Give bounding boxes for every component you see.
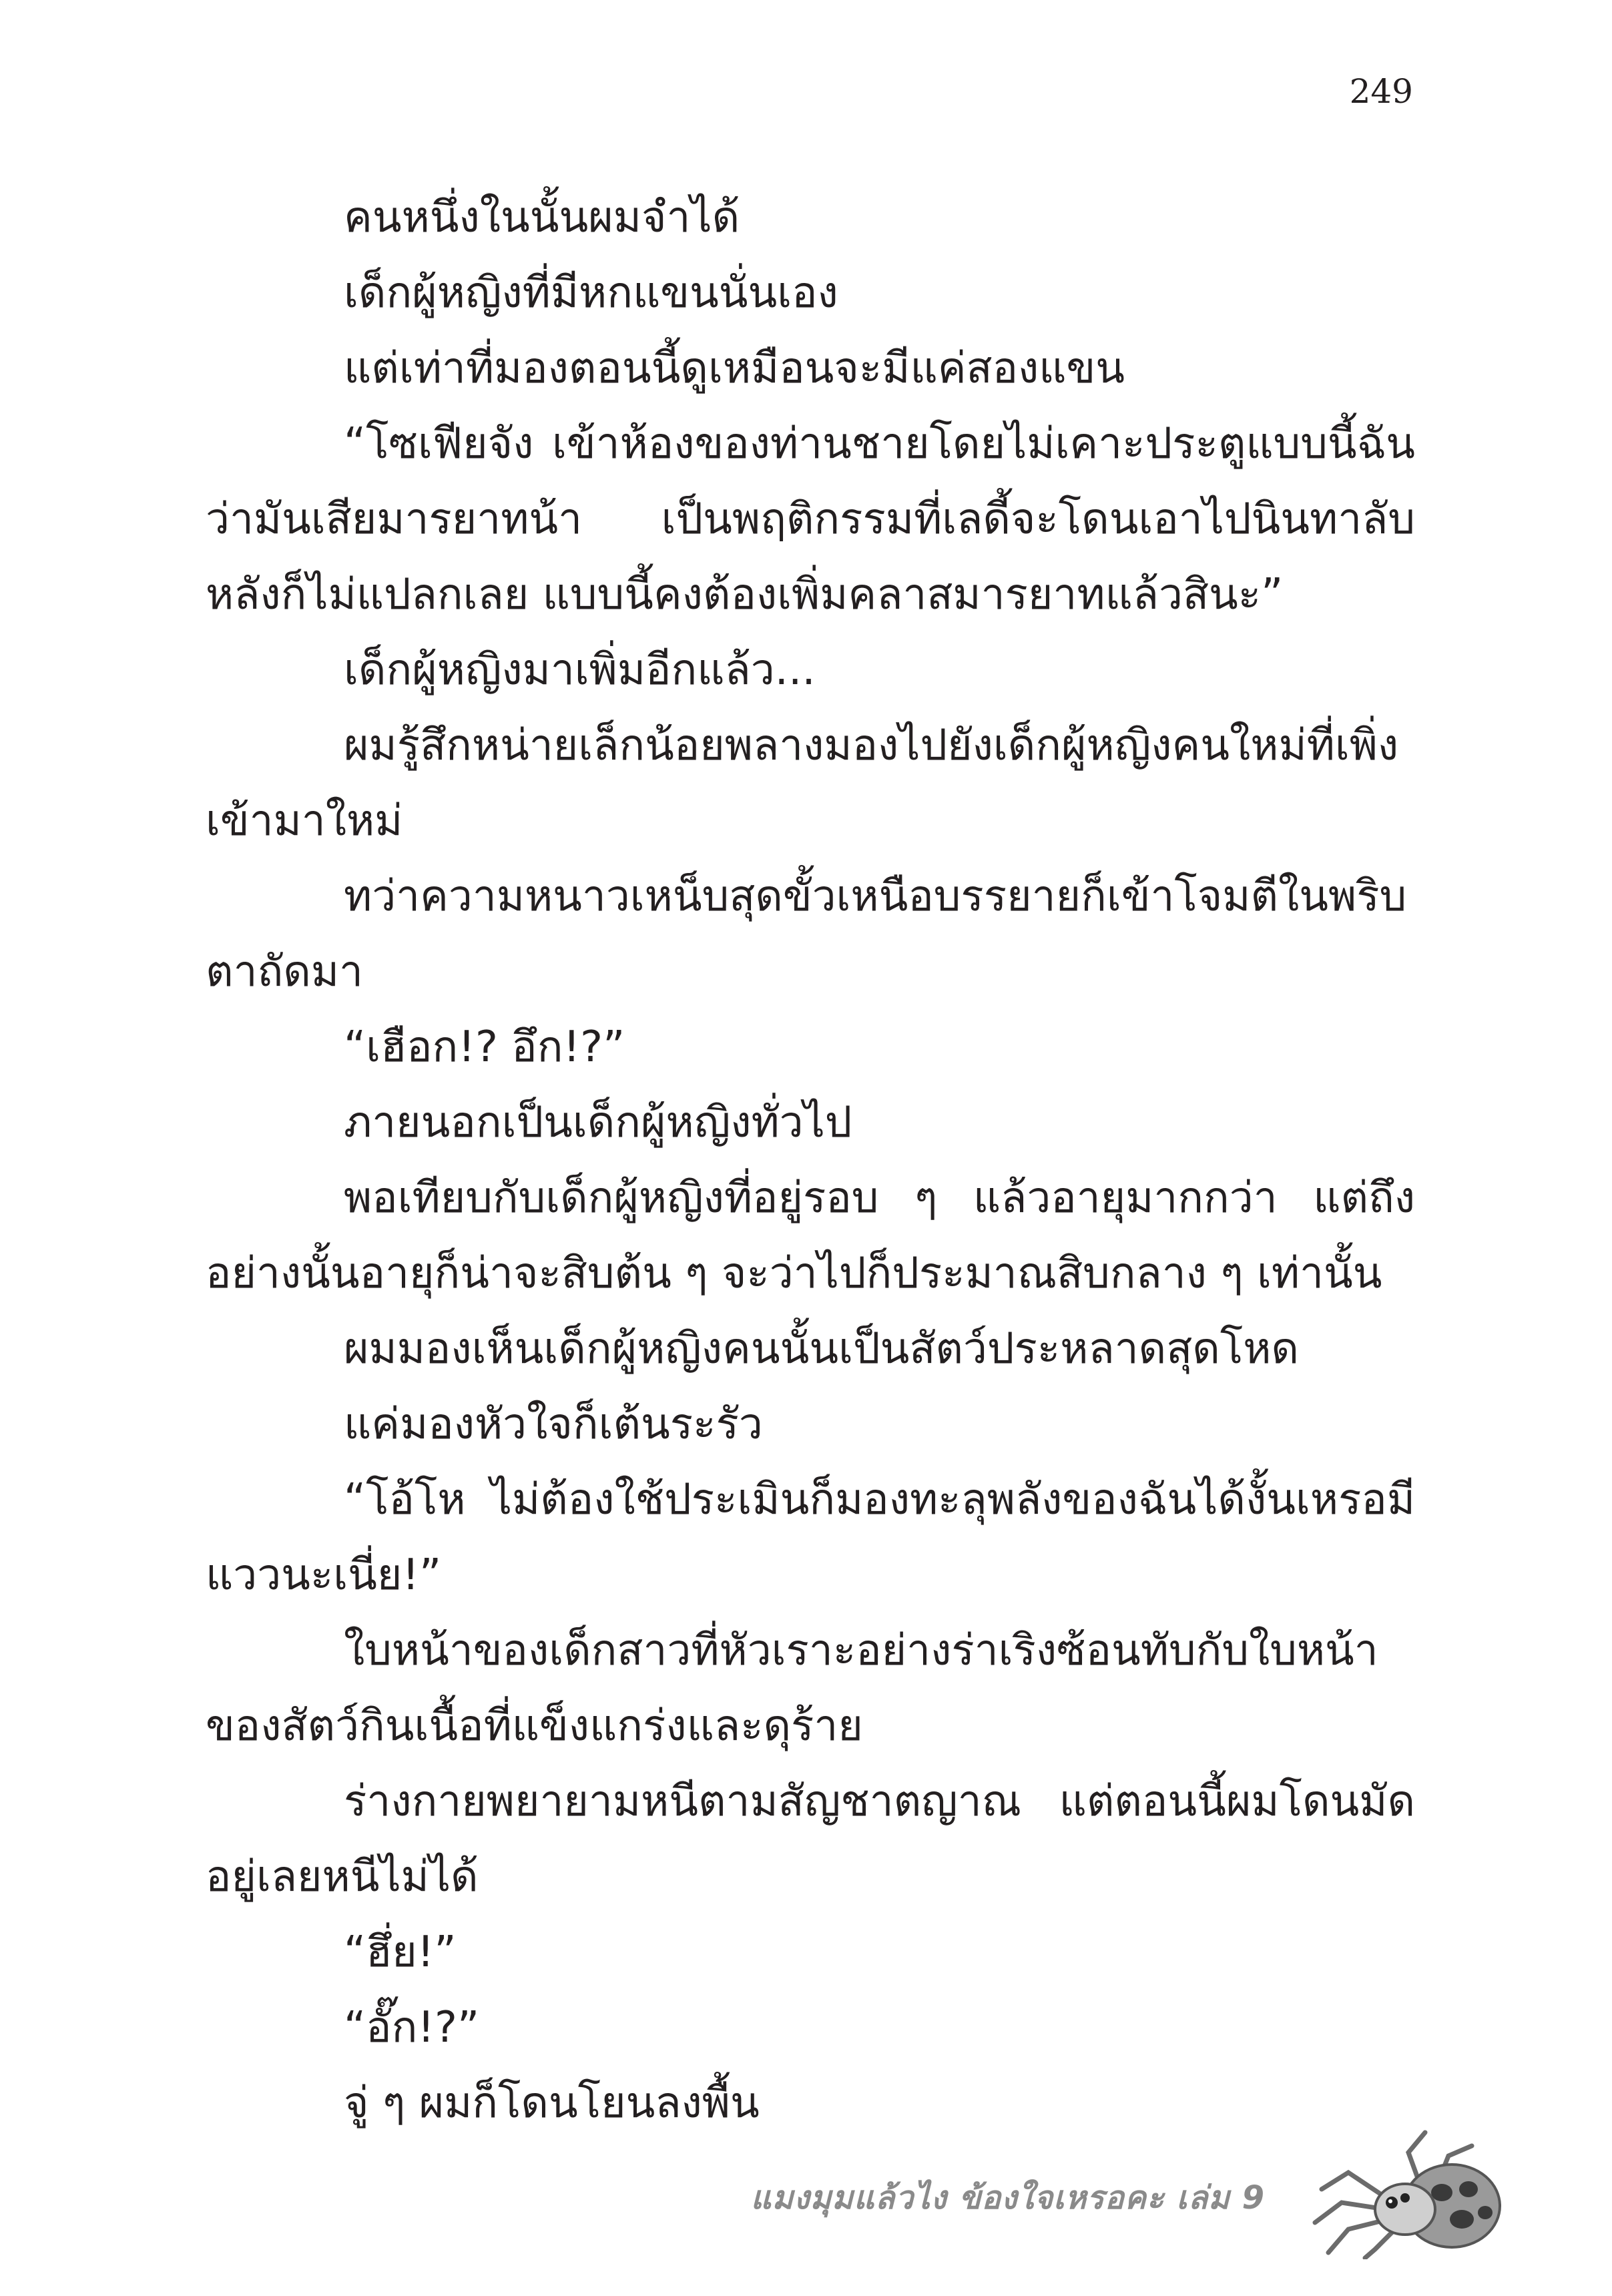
spider-icon bbox=[1308, 2126, 1509, 2259]
paragraph-17: “อั๊ก!?” bbox=[344, 2003, 480, 2052]
page-number: 249 bbox=[1349, 72, 1413, 111]
paragraph-12: แค่มองหัวใจก็เต้นระรัว bbox=[344, 1400, 763, 1449]
body-text bbox=[206, 180, 1415, 2141]
paragraph-6: ผมรู้สึกหน่ายเล็กน้อยพลางมองไปยังเด็กผู้หญิงคนใหม่ที่เพิ่งเข้ามาใหม่ bbox=[206, 721, 1399, 846]
paragraph-14: ใบหน้าของเด็กสาวที่หัวเราะอย่างร่าเริงซ้อนทับกับใบหน้าของสัตว์กินเนื้อที่แข็งแกร่งและดุร้าย bbox=[206, 1626, 1378, 1751]
paragraph-2: เด็กผู้หญิงที่มีหกแขนนั่นเอง bbox=[344, 268, 838, 318]
paragraph-7: ทว่าความหนาวเหน็บสุดขั้วเหนือบรรยายก็เข้าโจมตีในพริบตาถัดมา bbox=[206, 872, 1407, 996]
paragraph-8: “เฮือก!? อึก!?” bbox=[344, 1023, 625, 1072]
paragraph-4: “โซเฟียจัง เข้าห้องของท่านชายโดยไม่เคาะประตูแบบนี้ฉันว่ามันเสียมารยาทน้า เป็นพฤติกรรมที่เลดี้จะโดนเอาไปนินทาลับหลังก็ไม่แปลกเลย แบบนี้คงต้องเพิ่มคลาสมารยาทแล้วสินะ” bbox=[206, 419, 1415, 619]
paragraph-13: “โอ้โห ไม่ต้องใช้ประเมินก็มองทะลุพลังของฉันได้งั้นเหรอมีแววนะเนี่ย!” bbox=[206, 1475, 1415, 1600]
paragraph-9: ภายนอกเป็นเด็กผู้หญิงทั่วไป bbox=[344, 1098, 852, 1147]
paragraph-5: เด็กผู้หญิงมาเพิ่มอีกแล้ว... bbox=[344, 645, 816, 695]
paragraph-3: แต่เท่าที่มองตอนนี้ดูเหมือนจะมีแค่สองแขน bbox=[344, 344, 1125, 393]
page-footer bbox=[0, 2126, 1612, 2266]
paragraph-15: ร่างกายพยายามหนีตามสัญชาตญาณ แต่ตอนนี้ผมโดนมัดอยู่เลยหนีไม่ได้ bbox=[206, 1777, 1415, 1902]
paragraph-11: ผมมองเห็นเด็กผู้หญิงคนนั้นเป็นสัตว์ประหลาดสุดโหด bbox=[344, 1324, 1299, 1374]
paragraph-1: คนหนึ่งในนั้นผมจำได้ bbox=[344, 193, 740, 242]
paragraph-16: “ฮึ่ย!” bbox=[344, 1928, 457, 1977]
paragraph-18: จู่ ๆ ผมก็โดนโยนลงพื้น bbox=[344, 2078, 760, 2128]
book-title: แมงมุมแล้วไง ข้องใจเหรอคะ เล่ม 9 bbox=[750, 2179, 1265, 2217]
paragraph-10: พอเทียบกับเด็กผู้หญิงที่อยู่รอบ ๆ แล้วอายุมากกว่า แต่ถึงอย่างนั้นอายุก็น่าจะสิบต้น ๆ จะว่าไปก็ประมาณสิบกลาง ๆ เท่านั้น bbox=[206, 1173, 1415, 1298]
